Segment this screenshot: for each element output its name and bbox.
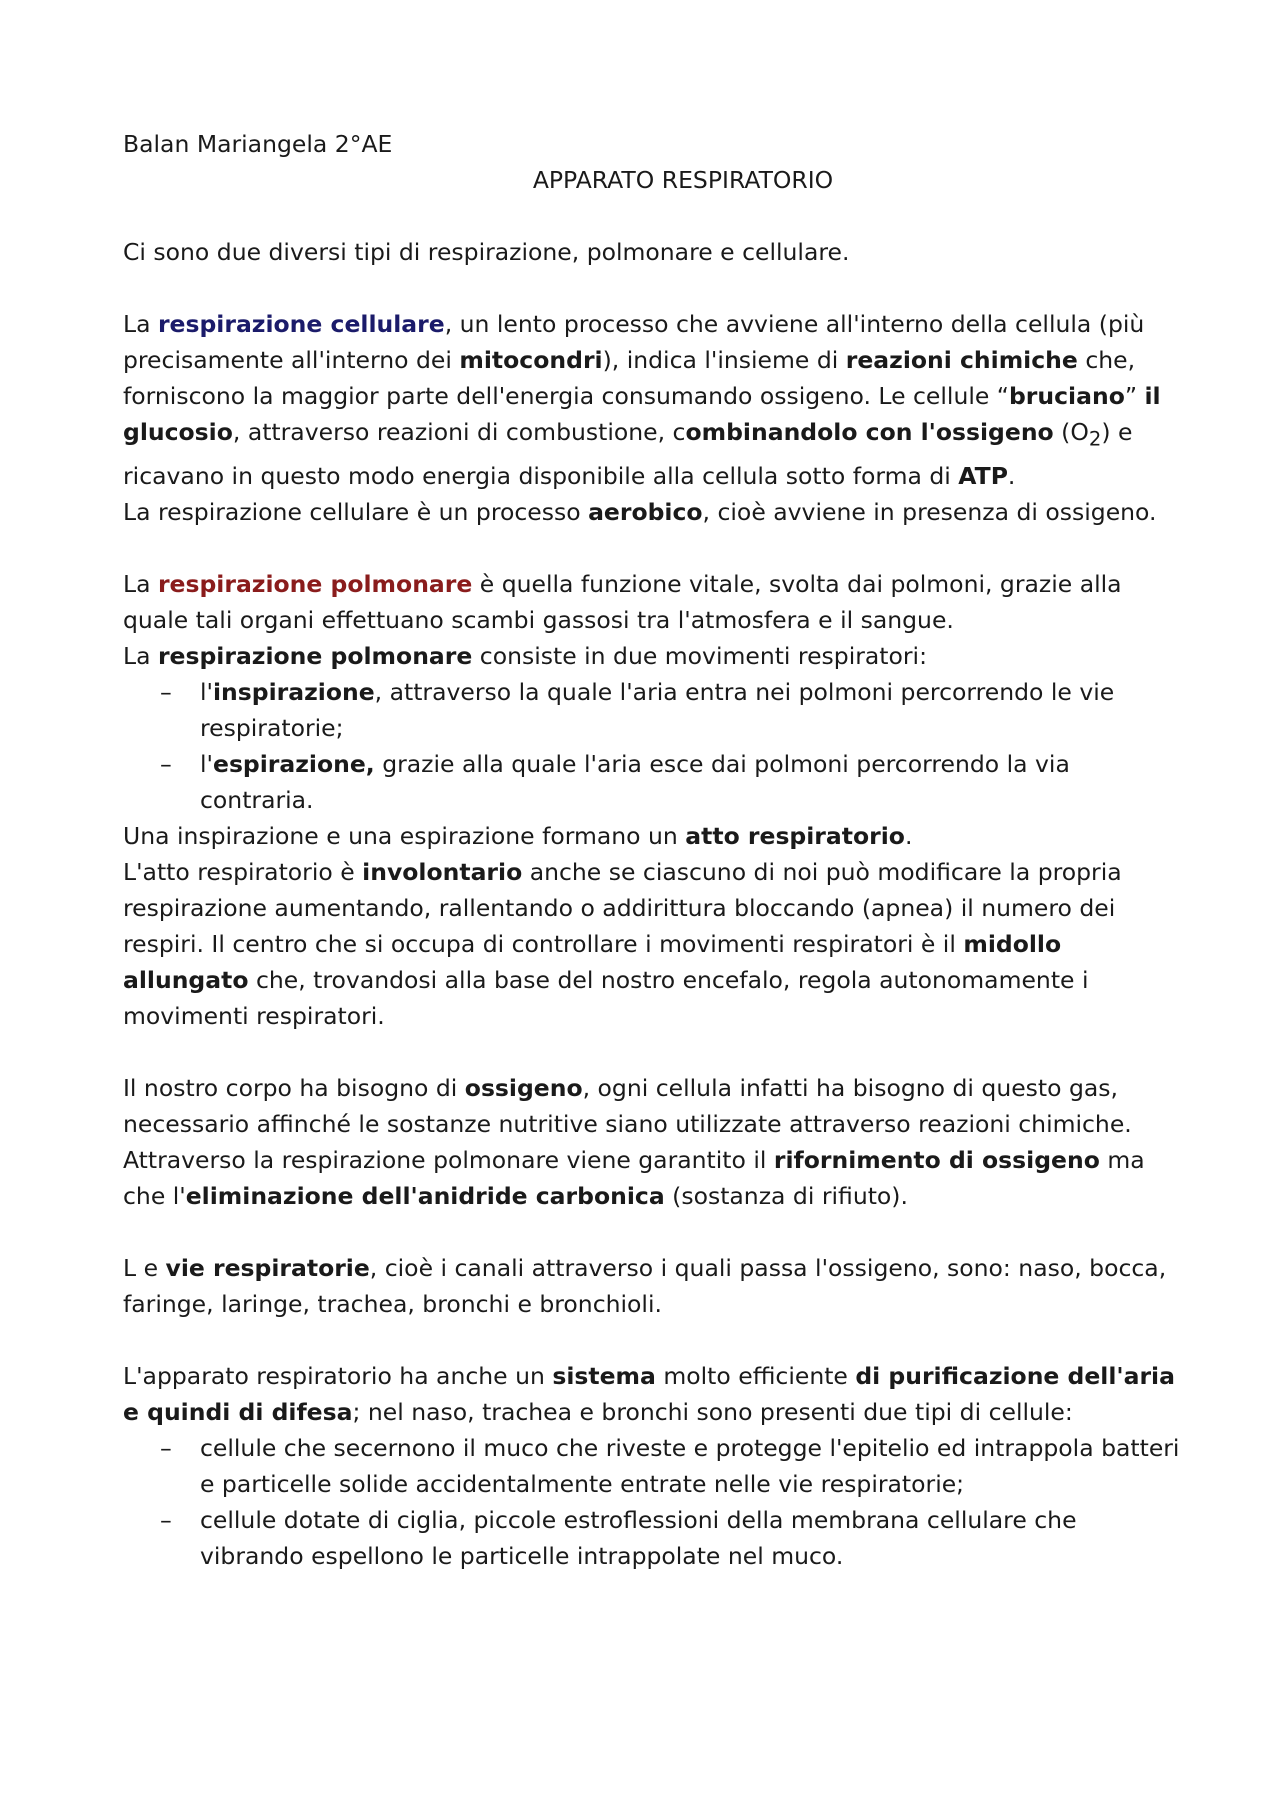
aerobic-paragraph: La respirazione cellulare è un processo aerobico, cioè avviene in presenza di ossigeno. (123, 497, 1157, 526)
list-item: – cellule che secernono il muco che riveste e protegge l'epitelio ed intrappola batteri e particelle solide accidentalmente entrate nelle vie respiratorie; (123, 1430, 1183, 1502)
respiratory-movements-list (123, 674, 1183, 818)
involuntary-paragraph: L'atto respiratorio è involontario anche se ciascuno di noi può modificare la propria respirazione aumentando, rallentando o addirittura bloccando (apnea) il numero dei respiri. Il centro che si occupa di controllare i movimenti respiratori è il midollo allungato che, trovandosi alla base del nostro encefalo, regola autonomamente i movimenti respiratori. (123, 857, 1122, 1030)
intro-paragraph: Ci sono due diversi tipi di respirazione, polmonare e cellulare. (123, 238, 850, 266)
author-line: Balan Mariangela 2°AE (123, 130, 393, 158)
list-item: – cellule dotate di ciglia, piccole estroflessioni della membrana cellulare che vibrando espellono le particelle intrappolate nel muco. (123, 1502, 1183, 1574)
pulmonary-movements-paragraph: La respirazione polmonare consiste in due movimenti respiratori: (123, 641, 927, 670)
list-item: – l'espirazione, grazie alla quale l'aria esce dai polmoni percorrendo la via contraria. (123, 746, 1183, 818)
keyword-pulmonary-respiration: respirazione polmonare (157, 569, 473, 598)
oxygen-paragraph: Il nostro corpo ha bisogno di ossigeno, ogni cellula infatti ha bisogno di questo gas, necessario affinché le sostanze nutritive siano utilizzate attraverso reazioni chimiche. (123, 1073, 1132, 1138)
cellular-respiration-paragraph: La respirazione cellulare, un lento processo che avviene all'interno della cellula (più precisamente all'interno dei mitocondri), indica l'insieme di reazioni chimiche che, forniscono la maggior parte dell'energia consumando ossigeno. Le cellule “bruciano” il glucosio, attraverso reazioni di combustione, combinandolo con l'ossigeno $(O_2)$ e ricavano in questo modo energia disponibile alla cellula sotto forma di ATP. (123, 310, 1161, 490)
defense-paragraph: L'apparato respiratorio ha anche un sistema molto efficiente di purificazione dell'aria e quindi di difesa; nel naso, trachea e bronchi sono presenti due tipi di cellule: (123, 1361, 1175, 1426)
airways-paragraph: L e vie respiratorie, cioè i canali attraverso i quali passa l'ossigeno, sono: naso, bocca, faringe, laringe, trachea, bronchi e bronchioli. (123, 1253, 1167, 1318)
document-title: APPARATO RESPIRATORIO (532, 166, 834, 194)
gas-exchange-paragraph: Attraverso la respirazione polmonare viene garantito il rifornimento di ossigeno ma che l'eliminazione dell'anidride carbonica (sostanza di rifiuto). (123, 1145, 1145, 1210)
pulmonary-respiration-paragraph: La respirazione polmonare è quella funzione vitale, svolta dai polmoni, grazie alla quale tali organi effettuano scambi gassosi tra l'atmosfera e il sangue. (123, 569, 1122, 634)
document-body (123, 126, 1183, 1574)
cell-types-list (123, 1430, 1183, 1574)
keyword-cellular-respiration: respirazione cellulare (157, 310, 445, 338)
list-item: – l'inspirazione, attraverso la quale l'aria entra nei polmoni percorrendo le vie respiratorie; (123, 674, 1183, 746)
respiratory-act-paragraph: Una inspirazione e una espirazione formano un atto respiratorio. (123, 821, 913, 850)
